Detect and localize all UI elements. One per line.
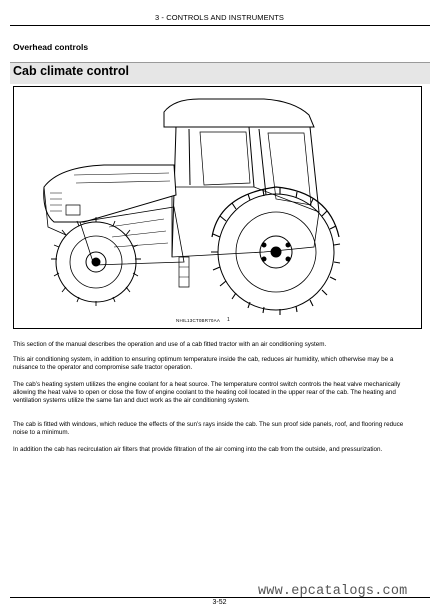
tractor-illustration-icon xyxy=(14,87,421,328)
paragraph: The cab’s heating system utilizes the engine coolant for a heat source. The temperature control switch controls the heat valve mechanically allowing the heat valve to open or close the flow of engine coolant to the heating coil located in the upper rear of the cab. The heating and ventilation systems utilize the same fan and duct work as the air conditioning system. xyxy=(13,381,401,405)
page-title: Cab climate control xyxy=(13,64,129,78)
footer-rule xyxy=(10,597,430,598)
paragraph: In addition the cab has recirculation air filters that provide filtration of the air coming into the cab from the outside, and pressurization. xyxy=(13,446,383,453)
figure-code: NHIL13CT0BR70AA xyxy=(176,318,221,323)
figure-frame xyxy=(13,86,422,329)
paragraph: This section of the manual describes the operation and use of a cab fitted tractor with an air conditioning system. xyxy=(13,341,327,348)
page-number: 3-52 xyxy=(212,599,227,606)
chapter-header: 3 - CONTROLS AND INSTRUMENTS xyxy=(154,13,285,22)
figure-number: 1 xyxy=(227,317,230,323)
watermark-text: www.epcatalogs.com xyxy=(258,584,408,599)
paragraph: This air conditioning system, in addition to ensuring optimum temperature inside the cab, reduces air humidity, which otherwise may be a nuisance to the operator and compromise safe tractor operation. xyxy=(13,356,394,372)
header-rule xyxy=(10,25,430,26)
section-heading: Overhead controls xyxy=(13,42,89,52)
paragraph: The cab is fitted with windows, which reduce the effects of the sun’s rays inside the cab. The sun proof side panels, roof, and flooring reduce noise to a minimum. xyxy=(13,421,404,437)
